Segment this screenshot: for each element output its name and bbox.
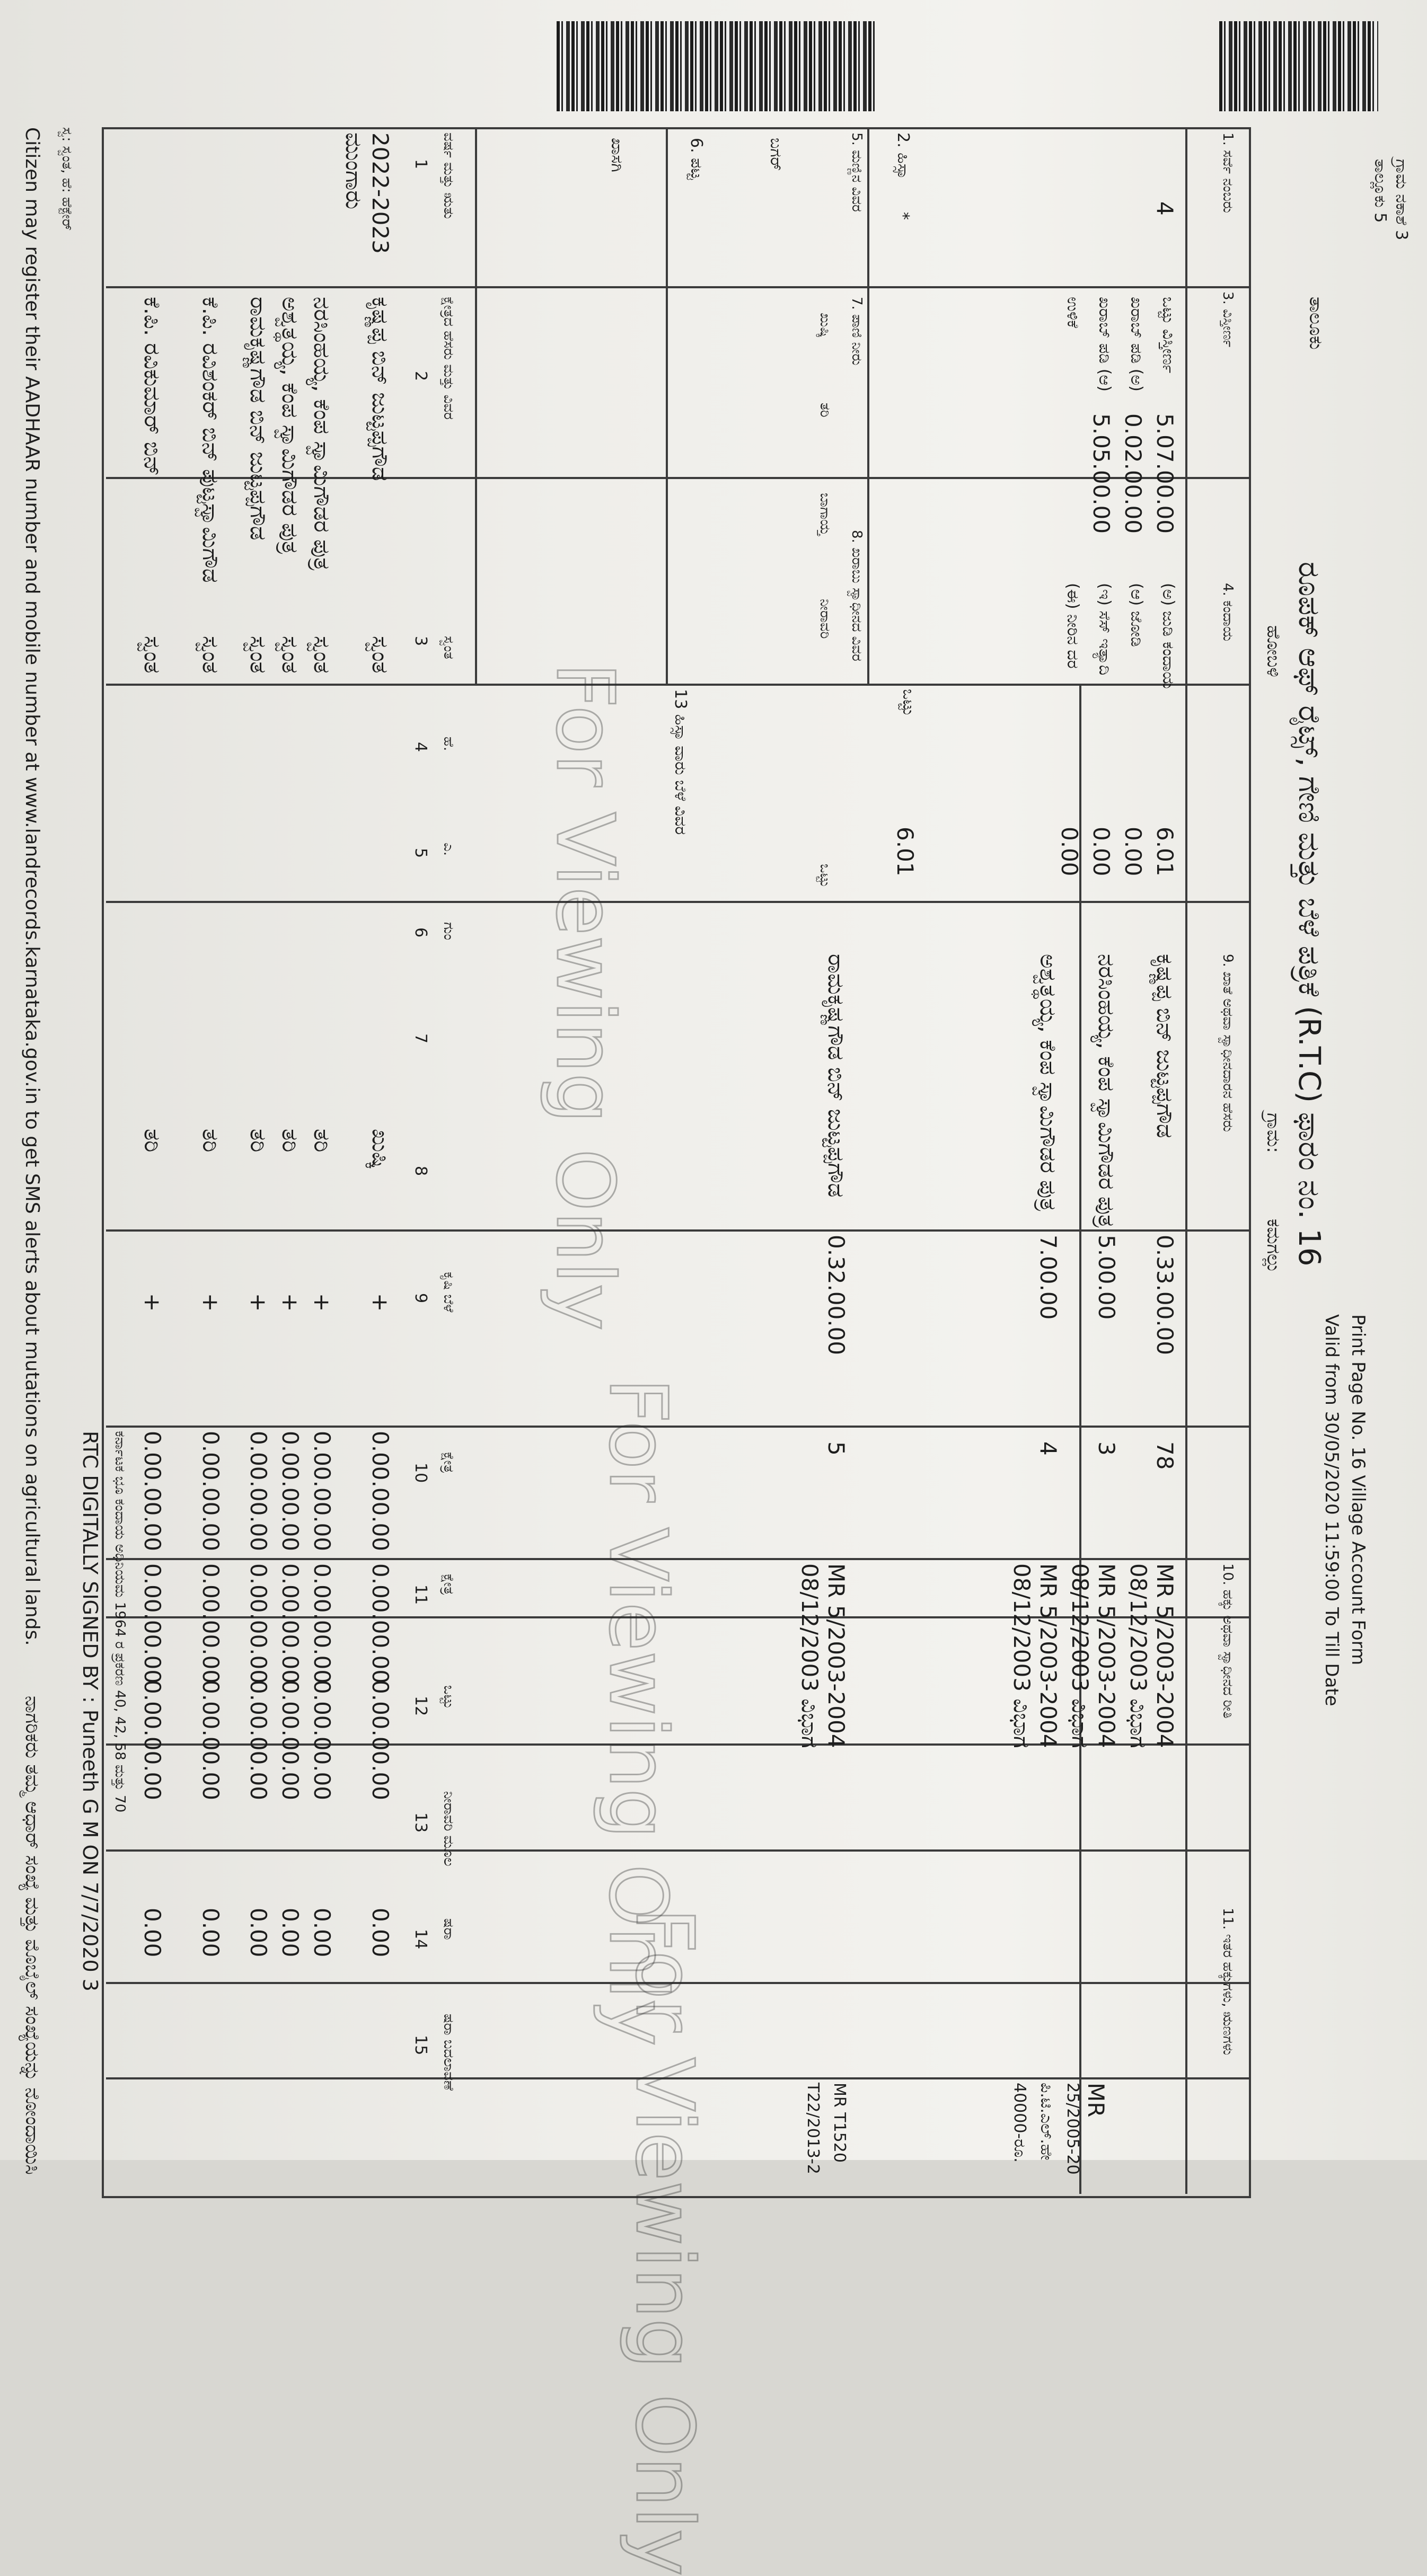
left-code-2: ತಾಲ್ಲೂಕು 5 xyxy=(1371,159,1389,223)
crops-col12-label: ಒಟ್ಟು xyxy=(441,1685,456,1709)
crops-col14-label: ಷರಾ xyxy=(441,1918,456,1940)
owner-4-khata: 5 xyxy=(823,1441,849,1456)
crop-3-c11: 0.00.00.00 xyxy=(277,1563,303,1684)
crop-6-c10: 0.00.00.00 xyxy=(139,1431,165,1552)
crops-col13: 13 xyxy=(411,1812,430,1833)
barcode-top xyxy=(1219,21,1378,111)
crop-1-c12: 0.00.00.00 xyxy=(367,1680,393,1801)
crops-cultivator-label: ಕ್ಷೇತ್ರದ ಹೆಸರು ಮತ್ತು ವಿವರ xyxy=(441,297,456,420)
crops-col15-label: ಷರಾ ಬದಲಾವಣೆ xyxy=(441,2014,456,2091)
revenue-row-3-label: (ಇ) ಸೆಸ್ ಇತ್ಯಾದಿ xyxy=(1095,583,1114,676)
hissa-label: 2. ಹಿಸ್ಸಾ xyxy=(894,132,912,180)
crops-cultivator-num: 2 xyxy=(411,371,430,382)
crops-col8: 8 xyxy=(411,1166,430,1176)
crops-col14: 14 xyxy=(411,1929,430,1950)
crop-3-tenure: ಸ್ವಂತ xyxy=(277,636,303,674)
hissa-value: * xyxy=(894,212,912,220)
crop-4-c12: 0.00.00.00 xyxy=(245,1680,271,1801)
crop-6-c11: 0.00.00.00 xyxy=(139,1563,165,1684)
crop-5-name: ಕೆ.ಪಿ. ರವಿಶಂಕರ್ ಬಿನ್ ಪುಟ್ಟಸ್ವಾಮಿಗೌಡ xyxy=(198,297,224,583)
crop-1-c14: 0.00 xyxy=(367,1908,393,1958)
crop-5-c11: 0.00.00.00 xyxy=(198,1563,224,1684)
water-label: 7. ಪಾಣಿ ನೀರು xyxy=(849,297,865,366)
revenue-row-1-value: 6.01 xyxy=(1152,827,1178,877)
crop-6-c9: + xyxy=(139,1293,165,1312)
hobli-label: ಹೋಬಳಿ xyxy=(1263,625,1284,677)
crop-1-c11: 0.00.00.00 xyxy=(367,1563,393,1684)
crop-5-tenure: ಸ್ವಂತ xyxy=(198,636,224,674)
owner-1-name: ಕೃಷ್ಣಪ್ಪ ಬಿನ್ ಜುಟ್ಟಪ್ಪಗೌಡ xyxy=(1152,954,1178,1138)
crop-year: 2022-2023 xyxy=(367,132,393,254)
right-partial-2: 25/2005-20 xyxy=(1063,2083,1082,2175)
crop-3-name: ಅಶ್ವತ್ಥಯ್ಯ, ಕೆಂಪ ಸ್ವಾಮಿಗೌಡರ ಪುತ್ರ xyxy=(277,297,303,554)
reserve-label: ನೀರಾವರಿ xyxy=(817,599,833,639)
validity-info: Valid from 30/05/2020 11:59:00 To Till Date xyxy=(1321,1314,1342,1706)
crops-unit-ha: ಹೆ. xyxy=(441,737,456,751)
revenue-row-1-label: (ಅ) ಜುಡಿ ಕಂದಾಯ xyxy=(1159,583,1177,689)
left-code-1: ಗ್ರಾಮ ನಕಾಶೆ 3 xyxy=(1392,159,1411,241)
crops-col8-label: ಸ್ವಂತ xyxy=(441,636,456,659)
owner-2-date: 08/12/2003 ವಿಭಾಗ xyxy=(1067,1563,1093,1748)
digital-signature: RTC DIGITALLY SIGNED BY : Puneeth G M ON 7/7/2020 3 xyxy=(78,1431,102,1991)
watermark-1: For Viewing Only xyxy=(539,662,631,1331)
crops-col6: 6 xyxy=(411,927,430,938)
col3-heading: 3. ವಿಸ್ತೀರ್ಣ xyxy=(1220,291,1236,348)
col9-heading: 9. ಖಾತೆ ಅಥವಾ ಸ್ವಾಧೀನದಾರನ ಹೆಸರು xyxy=(1220,954,1236,1132)
revenue-row-4-value: 0.00 xyxy=(1056,827,1082,877)
crops-unit-a: ಎ. xyxy=(441,843,456,856)
owner-1-extent: 0.33.00.00 xyxy=(1152,1235,1178,1356)
crops-col9: 9 xyxy=(411,1293,430,1304)
owner-3-extent: 7.00.00 xyxy=(1035,1235,1061,1320)
col1-heading: 1. ಸರ್ವೆ ನಂಬರು xyxy=(1220,132,1236,213)
revenue-total-value: 6.01 xyxy=(892,827,918,877)
patta-label: 6. ಪಟ್ಟ xyxy=(687,138,706,180)
crop-1-c10: 0.00.00.00 xyxy=(367,1431,393,1552)
crop-5-c9: + xyxy=(198,1293,224,1312)
village-label: ಗ್ರಾಮ: xyxy=(1263,1113,1284,1153)
owner-4-mr: MR 5/2003-2004 xyxy=(823,1563,849,1748)
crop-2-c10: 0.00.00.00 xyxy=(309,1431,335,1552)
crops-col15: 15 xyxy=(411,2035,430,2056)
side-bottom-left: ಬಗರ್ xyxy=(767,138,785,171)
watermark-3: For Viewing Only xyxy=(618,1908,710,2576)
soil-label: 5. ಮಣ್ಣಿನ ವಿವರ xyxy=(849,132,865,212)
form-title: ರೂಪಕ್ ಆಫ್ ರೈಟ್ಸ್, ಗೇಣಿ ಮತ್ತು ಬೆಳೆ ಪತ್ರಿಕೆ (R.T.C) ಫಾರಂ ನಂ. 16 xyxy=(1292,562,1326,1267)
owner-2-khata: 3 xyxy=(1094,1441,1120,1456)
right-partial-5: MR T1520 xyxy=(830,2083,849,2163)
revenue-row-4-label: (ಈ) ನೀರಿನ ದರ xyxy=(1063,583,1082,669)
owner-4-name: ರಾಮಕೃಷ್ಣಗೌಡ ಬಿನ್ ಜುಟ್ಟಪ್ಪಗೌಡ xyxy=(823,954,849,1198)
crops-year-label: ವರ್ಷ ಮತ್ತು ಋತು xyxy=(441,132,456,219)
crop-2-c11: 0.00.00.00 xyxy=(309,1563,335,1684)
crops-col13-label: ನೀರಾವರಿ ಮೂಲ xyxy=(441,1791,456,1866)
crop-1-tenure: ಸ್ವಂತ xyxy=(367,636,393,674)
revenue-row-2-value: 0.00 xyxy=(1120,827,1146,877)
crop-2-tenure: ಸ್ವಂತ xyxy=(309,636,335,674)
crop-6-c8: ತರಿ xyxy=(139,1129,165,1153)
village-value: ಕಮಗಲ್ಲು xyxy=(1263,1219,1284,1273)
crops-col3: 3 xyxy=(411,636,430,647)
right-partial-1: MR xyxy=(1083,2083,1109,2118)
survey-number: 4 xyxy=(1152,201,1178,216)
crop-1-name: ಕೃಷ್ಣಪ್ಪ ಬಿನ್ ಜುಟ್ಟಪ್ಪಗೌಡ xyxy=(367,297,393,481)
crop-season: ಮುಂಗಾರು xyxy=(341,132,367,210)
col4-heading: 4. ಕಂದಾಯ xyxy=(1220,583,1236,642)
owner-3-khata: 4 xyxy=(1035,1441,1061,1456)
crop-5-c12: 0.00.00.00 xyxy=(198,1680,224,1801)
barcode-bottom xyxy=(557,21,875,111)
crops-col5: 5 xyxy=(411,848,430,858)
col10-heading: 10. ಹಕ್ಕು ಅಥವಾ ಸ್ವಾಧೀನದ ರೀತಿ xyxy=(1220,1563,1236,1719)
area-row-3-label: ಖರಾಬ್ ಪಡಿ (ಆ) xyxy=(1095,297,1114,392)
owner-1-mr: MR 5/2003-2004 xyxy=(1152,1563,1178,1748)
revenue-total-label: ಒಟ್ಟು xyxy=(899,689,918,716)
act-reference: ಕರ್ನಾಟಕ ಭೂ ಕಂದಾಯ ಅಧಿನಿಯಮ 1964 ರ ಪ್ರಕರಣ 40, 42, 58 ಮತ್ತು 70 xyxy=(112,1431,128,1813)
crop-6-c12: 0.00.00.00 xyxy=(139,1680,165,1801)
col11-heading: 11. ಇತರ ಹಕ್ಕುಗಳು, ಋಣಗಳು xyxy=(1220,1908,1236,2056)
crop-2-c9: + xyxy=(309,1293,335,1312)
crop-2-c14: 0.00 xyxy=(309,1908,335,1958)
owner-4-extent: 0.32.00.00 xyxy=(823,1235,849,1356)
owner-1-date: 08/12/2003 ವಿಭಾಗ xyxy=(1125,1563,1151,1748)
crop-1-c9: + xyxy=(367,1293,393,1312)
crop-4-c11: 0.00.00.00 xyxy=(245,1563,271,1684)
area-row-1-value: 5.07.00.00 xyxy=(1152,413,1178,534)
area-row-2-label: ಖರಾಬ್ ಪಡಿ (ಅ) xyxy=(1127,297,1146,392)
revenue-row-2-label: (ಆ) ಜೋಡಿ xyxy=(1127,583,1146,647)
crops-col9-label: ಕೃಷಿ ಬೆಳೆ xyxy=(441,1272,456,1313)
crop-3-c10: 0.00.00.00 xyxy=(277,1431,303,1552)
crop-4-c8: ತರಿ xyxy=(245,1129,271,1153)
owner-2-mr: MR 5/2003-2004 xyxy=(1094,1563,1120,1748)
owner-3-mr: MR 5/2003-2004 xyxy=(1035,1563,1061,1748)
crop-6-name: ಕೆ.ಪಿ. ರವಿಕುಮಾರ್ ಬಿನ್ xyxy=(139,297,165,476)
side-total-label: ಒಟ್ಟು xyxy=(817,864,833,888)
crop-3-c9: + xyxy=(277,1293,303,1312)
print-page-info: Print Page No. 16 Village Account Form xyxy=(1347,1314,1369,1666)
area-row-4-label: ಉಳಿಕೆ xyxy=(1063,297,1082,328)
crop-5-c10: 0.00.00.00 xyxy=(198,1431,224,1552)
taluk-label: ತಾಲೂಕು xyxy=(1305,297,1326,350)
watermark-2: For Viewing Only xyxy=(592,1378,684,2047)
crops-col11: 11 xyxy=(411,1584,430,1605)
crop-6-tenure: ಸ್ವಂತ xyxy=(139,636,165,674)
crops-col10-label: ಕ್ಷೇತ್ರ xyxy=(441,1452,456,1473)
crop-5-c8: ತರಿ xyxy=(198,1129,224,1153)
tenure-label: ಖಾಸಗಿ xyxy=(607,138,626,172)
crop-4-c10: 0.00.00.00 xyxy=(245,1431,271,1552)
legend-text: ಸ್ವ: ಸ್ವಂತ, ಹೆ: ಹೆಕ್ಟೇರ್ xyxy=(59,127,75,231)
owner-1-khata: 78 xyxy=(1152,1441,1178,1470)
crop-4-c14: 0.00 xyxy=(245,1908,271,1958)
crops-year-num: 1 xyxy=(411,159,430,170)
owner-3-name: ಅಶ್ವತ್ಥಯ್ಯ, ಕೆಂಪ ಸ್ವಾಮಿಗೌಡರ ಪುತ್ರ xyxy=(1035,954,1061,1211)
owner-4-date: 08/12/2003 ವಿಭಾಗ xyxy=(797,1563,823,1748)
citizen-notice-kn: ನಾಗರಿಕರು ತಮ್ಮ ಆಧಾರ್ ಸಂಖ್ಯೆ ಮತ್ತು ಮೊಬೈಲ್ ಸಂಖ್ಯೆಯನ್ನು ನೋಂದಾಯಿಸಿ xyxy=(21,1696,43,2175)
crop-2-c12: 0.00.00.00 xyxy=(309,1680,335,1801)
crop-4-tenure: ಸ್ವಂತ xyxy=(245,636,271,674)
crops-mid-label: 13 ಹಿಸ್ಸಾ ವಾರು ಬೆಳೆ ವಿವರ xyxy=(671,689,690,835)
owner-2-extent: 5.00.00 xyxy=(1094,1235,1120,1320)
crop-4-name: ರಾಮಕೃಷ್ಣಗೌಡ ಬಿನ್ ಜುಟ್ಟಪ್ಪಗೌಡ xyxy=(245,297,271,541)
crops-col7: 7 xyxy=(411,1033,430,1044)
crops-col4: 4 xyxy=(411,742,430,753)
crop-4-c9: + xyxy=(245,1293,271,1312)
right-partial-3: ಪಿ.ಟಿ.ಎಲ್.ಹೇ xyxy=(1037,2083,1055,2161)
dry-label: ಖುಷ್ಕಿ xyxy=(817,313,833,338)
crop-2-name: ನರಸಿಂಹಯ್ಯ, ಕೆಂಪ ಸ್ವಾಮಿಗೌಡರ ಪುತ್ರ xyxy=(309,297,335,571)
kharab-label: 8. ಖರಾಬು ಸ್ವಾಧೀನದ ವಿವರ xyxy=(849,530,865,661)
crop-1-c8: ಖುಷ್ಕಿ xyxy=(367,1129,393,1170)
crops-col10: 10 xyxy=(411,1463,430,1483)
crops-unit-g: ಗುಂ xyxy=(441,922,456,940)
owner-2-name: ನರಸಿಂಹಯ್ಯ, ಕೆಂಪ ಸ್ವಾಮಿಗೌಡರ ಪುತ್ರ xyxy=(1094,954,1120,1228)
crop-5-c14: 0.00 xyxy=(198,1908,224,1958)
area-row-1-label: ಒಟ್ಟು ವಿಸ್ತೀರ್ಣ xyxy=(1159,297,1177,374)
crop-6-c14: 0.00 xyxy=(139,1908,165,1958)
revenue-row-3-value: 0.00 xyxy=(1088,827,1114,877)
citizen-notice: Citizen may register their AADHAAR number and mobile number at www.landrecords.karnataka.gov.in to get SMS alerts about mutations on agricultural lands. xyxy=(21,127,43,1646)
garden-label: ಬಾಗಾಯ್ತ xyxy=(817,493,833,536)
crop-2-c8: ತರಿ xyxy=(309,1129,335,1153)
area-row-2-value: 0.02.00.00 xyxy=(1120,413,1146,534)
owner-3-date: 08/12/2003 ವಿಭಾಗ xyxy=(1009,1563,1035,1748)
crops-col12: 12 xyxy=(411,1696,430,1716)
crop-3-c14: 0.00 xyxy=(277,1908,303,1958)
crops-col11-label: ಕ್ಷೇತ್ರ xyxy=(441,1574,456,1595)
crop-3-c8: ತರಿ xyxy=(277,1129,303,1153)
wet-label: ತರಿ xyxy=(817,403,833,418)
right-partial-6: T22/2013-2 xyxy=(804,2083,822,2174)
area-row-3-value: 5.05.00.00 xyxy=(1088,413,1114,534)
crop-3-c12: 0.00.00.00 xyxy=(277,1680,303,1801)
right-partial-4: 40000-ರೂ. xyxy=(1010,2083,1029,2163)
